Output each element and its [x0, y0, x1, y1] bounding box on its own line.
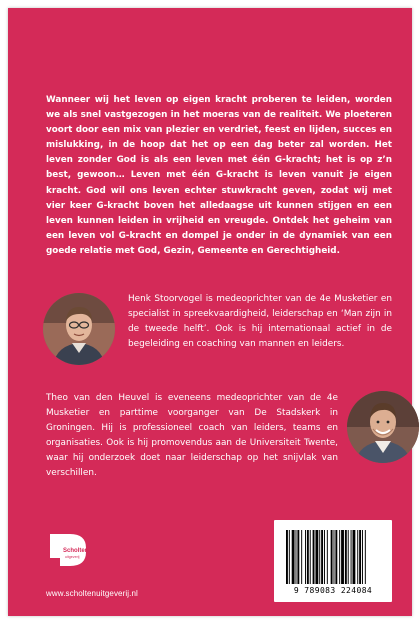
publisher-logo: [46, 530, 92, 570]
publisher-url[interactable]: www.scholtenuitgeverij.nl: [46, 589, 138, 598]
henk-bio: Henk Stoorvogel is medeoprichter van de 4e Musketier en specialist in spreekvaardigheid, leiderschap en ‘Man zijn in de tweede helft’. Ook is hij internationaal actief in de begeleiding en coaching van mannen en leiders.: [128, 294, 392, 349]
publisher-logo-text: Scholten: [63, 548, 89, 554]
theo-portrait: [347, 391, 419, 463]
back-cover: [8, 8, 412, 616]
henk-portrait: [43, 293, 115, 365]
publisher-logo-subtext: uitgeverij: [65, 555, 80, 559]
barcode-bars: [286, 530, 380, 584]
theo-bio: Theo van den Heuvel is eveneens medeoprichter van de 4e Musketier en parttime voorganger van De Stadskerk in Groningen. Hij is professioneel coach van leiders, teams en organisaties. Ook is hij promovendus aan de Universiteit Twente, waar hij onderzoek doet naar leiderschap op het snijvlak van verschillen.: [46, 393, 338, 478]
isbn-barcode: [274, 520, 392, 602]
cover-blurb: Wanneer wij het leven op eigen kracht proberen te leiden, worden we als snel vastgezogen in het moeras van de realiteit. We ploeteren voort door een mix van plezier en verdriet, feest en lijden, succes en mislukking, in de hoop dat het op een dag beter zal worden. Het leven zonder God is als een leven met één G-kracht; het is op z’n best, gewoon… Leven met één G-kracht is leven vanuit je eigen kracht. God wil ons leven echter stuwkracht geven, zodat wij met vier keer G-kracht boven het alledaagse uit kunnen stijgen en een leven kunnen leiden in vrijheid en vreugde. Ontdek het geheim van een leven vol G-kracht en dompel je onder in de dynamiek van een goede relatie met God, Gezin, Gemeente en Gerechtigheid.: [46, 95, 392, 256]
isbn-number: 9 789083 224084: [293, 586, 373, 595]
